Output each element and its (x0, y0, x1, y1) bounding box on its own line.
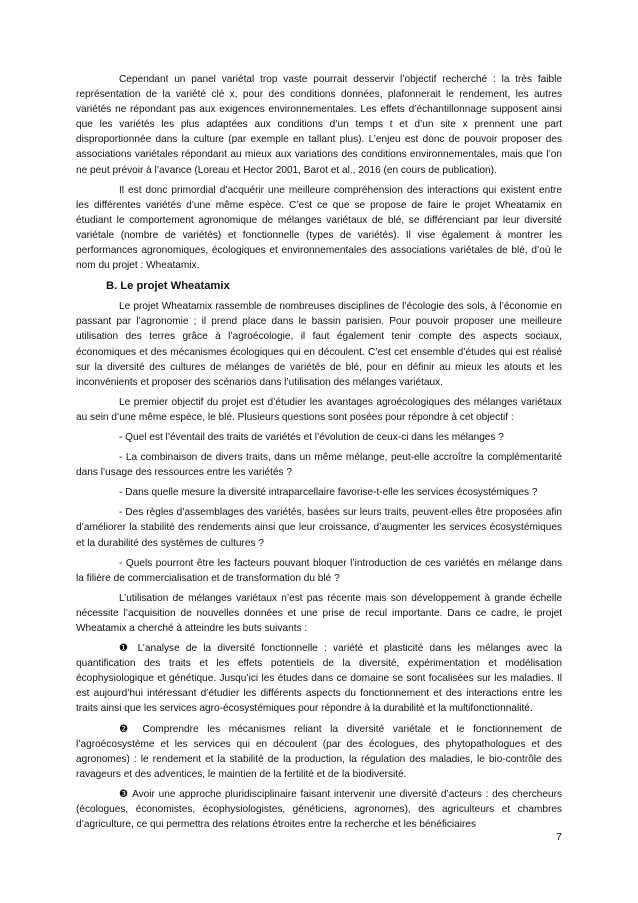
page-number: 7 (556, 831, 562, 843)
paragraph-project-disciplines: Le projet Wheatamix rassemble de nombreuses disciplines de l’écologie des sols, à l’économie en passant par l’agronomie ; il prend place dans le bassin parisien. Pour pouvoir proposer une meilleure utilisation des terres grâce à l’agroécologie, il faut également tenir compte des aspects sociaux, économiques et des mécanismes écologiques qui en découlent. C’est cet ensemble d’études qui est réalisé sur la diversité des cultures de mélanges de variétés de blé, pour en définir au mieux les atouts et les inconvénients et proposer des scénarios dans l’utilisation des mélanges variétaux. (76, 301, 562, 388)
paragraph-wheatamix-intro: Il est donc primordial d’acquérir une meilleure compréhension des interactions qui existent entre les différentes variétés d’une même espèce. C’est ce que se propose de faire le projet Wheatamix en étudiant le comportement agronomique de mélanges variétaux de blé, se différenciant par leur diversité variétale (nombre de variétés) et fonctionnelle (types de variétés). Il vise également à montrer les performances agronomiques, écologiques et environnementales des associations variétales de blé, d’où le nom du projet : Wheatamix. (76, 184, 562, 272)
goal-item: ❸ Avoir une approche pluridisciplinaire faisant intervenir une diversité d’acteurs : des chercheurs (écologues, économistes, écophysiologistes, généticiens, agronomes), des agriculteurs et chambres d’agriculture, ce qui permettra des relations étroites entre la recherche et les bénéficiaires (76, 788, 562, 831)
paragraph-first-objective: Le premier objectif du projet est d’étudier les avantages agroécologiques des mélanges variétaux au sein d’une même espèce, le blé. Plusieurs questions sont posées pour répondre à cet objectif : (76, 396, 562, 423)
question-item: - Dans quelle mesure la diversité intraparcellaire favorise-t-elle les services écosystémiques ? (119, 487, 538, 499)
paragraph-sampling-effects: Cependant un panel variétal trop vaste pourrait desservir l’objectif recherché : la très faible représentation de la variété clé x, pour des conditions données, plafonnerait le rendement, les autres variétés ne répondant pas aux exigences environnementales. Les effets d’échantillonnage supposent ainsi que les variétés les plus adaptées aux conditions d’un temps t et d’un site x prennent une part disproportionnée dans la culture (par exemple en tallant plus). L’enjeu est donc de pouvoir proposer des associations variétales répondant au mieux aux variations des conditions environnementales, mais que l’on ne peut prévoir à l’avance (Loreau et Hector 2001, Barot et al., 2016 (en cours de publication). (76, 74, 562, 176)
paragraph-goals-intro: L’utilisation de mélanges variétaux n’est pas récente mais son développement à grande échelle nécessite l’acquisition de nouvelles données et une prise de recul importante. Dans ce cadre, le projet Wheatamix a cherché à atteindre les buts suivants : (76, 592, 562, 634)
question-item: - La combinaison de divers traits, dans un même mélange, peut-elle accroître la complémentarité dans l’usage des ressources entre les variétés ? (76, 452, 562, 479)
section-heading: B. Le projet Wheatamix (106, 280, 230, 293)
question-item: - Quels pourront être les facteurs pouvant bloquer l’introduction de ces variétés en mélange dans la filière de commercialisation et de transformation du blé ? (76, 557, 562, 584)
goal-item: ❶ L’analyse de la diversité fonctionnelle : variété et plasticité dans les mélanges avec la quantification des traits et les effets potentiels de la diversité, expérimentation et modélisation écophysiologique et génétique. Jusqu’ici les études dans ce domaine se sont focalisées sur les maladies. Il est aujourd’hui intéressant d’étudier les différents aspects du fonctionnement et des interactions entre les traits ainsi que les services agro-écosystémiques pour répondre à la durabilité et la multifonctionnalité. (76, 643, 562, 715)
question-item: - Des règles d’assemblages des variétés, basées sur leurs traits, peuvent-elles être proposées afin d’améliorer la stabilité des rendements ainsi que leur croissance, d’augmenter les services écosystémiques et la durabilité des systèmes de cultures ? (76, 507, 562, 549)
goal-item: ❷ Comprendre les mécanismes reliant la diversité variétale et le fonctionnement de l’agroécosystème et les services qui en découlent (par des écologues, des phytopathologues et des agronomes) : le rendement et la stabilité de la production, la régulation des maladies, le bio-contrôle des ravageurs et des adventices, le maintien de la fertilité et de la biodiversité. (76, 723, 562, 780)
question-item: - Quel est l’éventail des traits de variétés et l’évolution de ceux-ci dans les mélanges ? (119, 431, 504, 443)
